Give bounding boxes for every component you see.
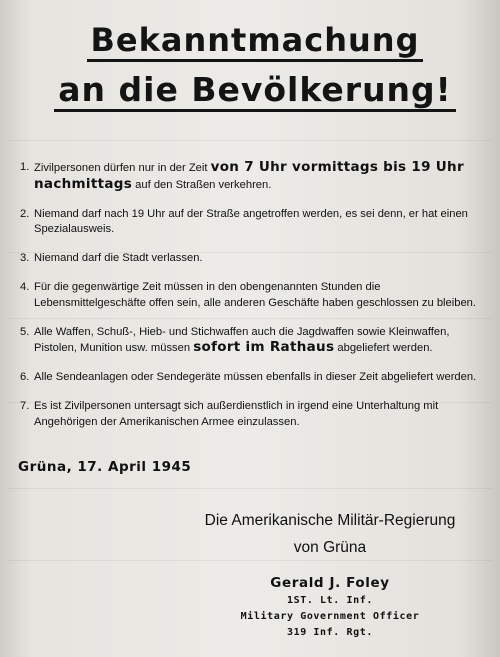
item-number: 7.	[20, 400, 30, 412]
place-date: Grüna, 17. April 1945	[18, 459, 192, 475]
item-text	[34, 160, 490, 193]
item-number: 4.	[20, 281, 30, 293]
authority-place: von Grüna	[293, 539, 367, 556]
regulation-item	[20, 160, 490, 193]
subheadline-text: an die Bevölkerung!	[54, 70, 455, 112]
item-text	[34, 325, 490, 357]
officer-unit: 319 Inf. Rgt.	[286, 627, 374, 638]
item-text: Es ist Zivilpersonen untersagt sich außerdienstlich in irgend eine Unterhaltung mit Angehörigen der Amerikanischen Armee einzulassen.	[34, 400, 439, 428]
headline	[20, 22, 490, 58]
regulation-item	[20, 399, 490, 430]
regulation-item	[20, 207, 490, 238]
item-number: 3.	[20, 252, 30, 264]
headline-text: Bekanntmachung	[87, 21, 424, 62]
officer-rank: 1ST. Lt. Inf.	[286, 595, 374, 606]
regulation-item	[20, 325, 490, 357]
item-number: 6.	[20, 371, 30, 383]
item-text: Niemand darf nach 19 Uhr auf der Straße angetroffen werden, es sei denn, er hat einen Spezialausweis.	[34, 207, 468, 235]
item-number: 2.	[20, 207, 30, 220]
subheadline	[20, 72, 490, 108]
item-text-part: auf den Straßen verkehren.	[132, 178, 272, 191]
item-number: 5.	[20, 325, 30, 338]
regulation-item	[20, 280, 490, 311]
item-text: Niemand darf die Stadt verlassen.	[34, 252, 203, 264]
issuing-authority: Die Amerikanische Militär-Regierung	[204, 512, 456, 529]
item-text-part: Zivilpersonen dürfen nur in der Zeit	[34, 162, 211, 174]
item-emphasis: sofort im Rathaus	[193, 339, 335, 355]
officer-title: Military Government Officer	[240, 611, 420, 622]
item-emphasis: von 7 Uhr vormittags bis 19 Uhr nachmittags	[34, 159, 464, 192]
officer-name: Gerald J. Foley	[270, 575, 390, 591]
regulations-list	[20, 160, 490, 444]
item-text-part: Alle Waffen, Schuß-, Hieb- und Stichwaffen auch die Jagdwaffen sowie Kleinwaffen, Pistolen, Munition usw. müssen	[34, 325, 450, 354]
regulation-item	[20, 370, 490, 386]
item-text-part: abgeliefert werden.	[334, 342, 433, 354]
item-number: 1.	[20, 161, 30, 173]
item-text: Alle Sendeanlagen oder Sendegeräte müssen ebenfalls in dieser Zeit abgeliefert werden.	[34, 371, 477, 383]
regulation-item	[20, 251, 490, 267]
item-text: Für die gegenwärtige Zeit müssen in den obengenannten Stunden die Lebensmittelgeschäfte offen sein, alle anderen Geschäfte haben geschlossen zu bleiben.	[34, 281, 477, 309]
